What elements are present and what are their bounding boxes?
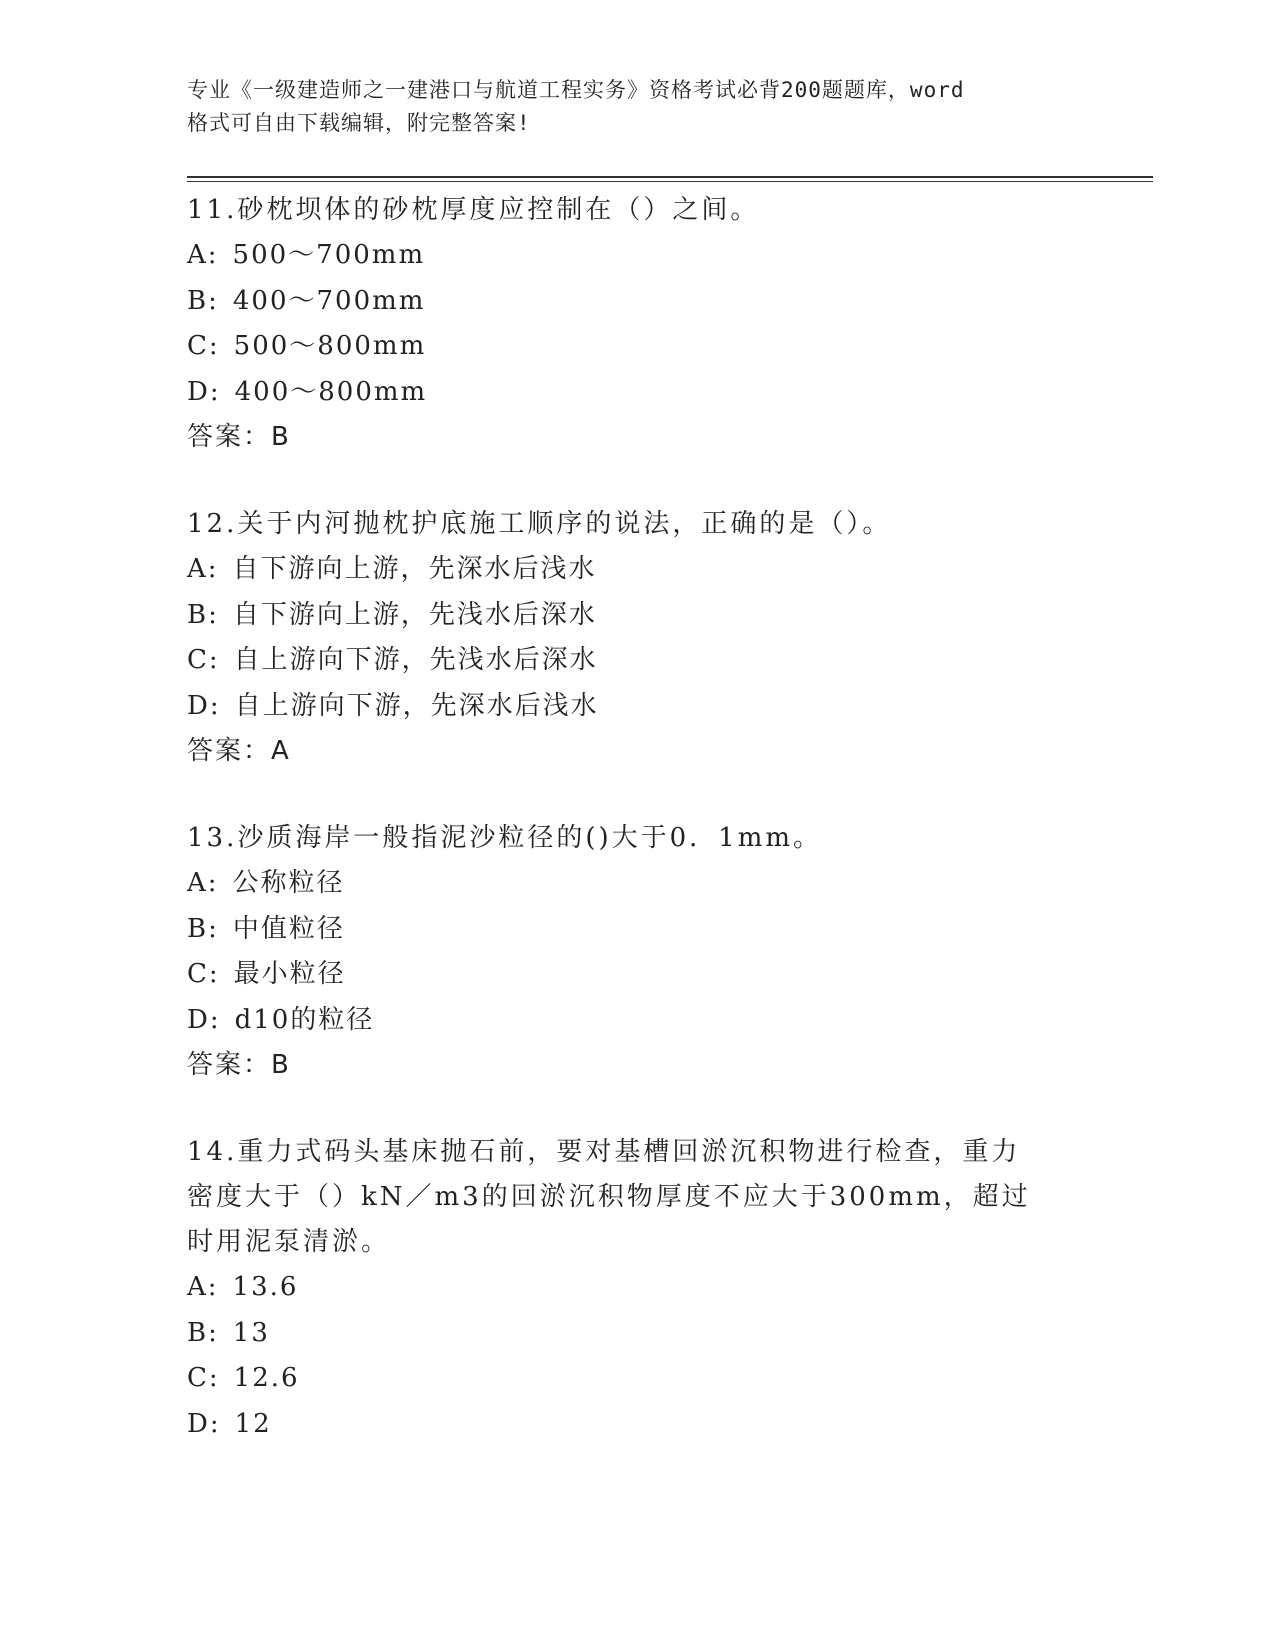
question-text: 14.重力式码头基床抛石前，要对基槽回淤沉积物进行检查，重力密度大于（）kN／m3的回淤沉积物厚度不应大于300mm，超过时用泥泵清淤。 <box>187 1137 1031 1257</box>
option-c <box>187 1356 1087 1402</box>
option-a <box>187 547 1087 593</box>
option-text: 12 <box>234 1408 272 1439</box>
option-text: 自下游向上游，先深水后浅水 <box>232 554 597 584</box>
option-letter: D: <box>187 376 221 407</box>
option-letter: C: <box>187 959 220 989</box>
option-letter: B: <box>187 285 219 316</box>
option-text: 13 <box>232 1317 270 1348</box>
option-c <box>187 952 1087 998</box>
option-c <box>187 324 1087 370</box>
option-text: 最小粒径 <box>233 959 346 989</box>
option-text: 中值粒径 <box>232 913 345 944</box>
header-divider-thin <box>187 181 1153 182</box>
question-list <box>187 188 1087 1489</box>
answer-line: 答案：A <box>187 736 291 766</box>
option-text: 自上游向下游，先深水后浅水 <box>234 690 599 721</box>
option-text: d10的粒径 <box>234 1004 375 1035</box>
question-text: 11.砂枕坝体的砂枕厚度应控制在（）之间。 <box>187 195 760 225</box>
question-13 <box>187 816 1087 1088</box>
option-b <box>187 593 1087 639</box>
option-letter: B: <box>187 913 219 944</box>
option-d <box>187 370 1087 416</box>
option-letter: A: <box>187 868 219 898</box>
option-b <box>187 279 1087 325</box>
option-letter: D: <box>187 1408 221 1439</box>
header-divider <box>187 176 1153 178</box>
answer-line: 答案：B <box>187 422 291 452</box>
option-letter: C: <box>187 645 220 675</box>
option-letter: A: <box>187 554 219 584</box>
option-b <box>187 1311 1087 1357</box>
option-letter: B: <box>187 1317 219 1348</box>
option-text: 公称粒径 <box>232 868 345 898</box>
option-text: 12.6 <box>233 1363 300 1393</box>
option-d <box>187 998 1087 1044</box>
option-letter: D: <box>187 690 221 721</box>
option-text: 500～800mm <box>233 331 427 361</box>
option-a <box>187 861 1087 907</box>
option-text: 13.6 <box>232 1272 299 1302</box>
option-text: 400～800mm <box>234 376 428 407</box>
question-11 <box>187 188 1087 460</box>
question-12 <box>187 502 1087 774</box>
option-letter: B: <box>187 599 219 630</box>
option-letter: A: <box>187 1272 219 1302</box>
option-text: 自上游向下游，先浅水后深水 <box>233 645 598 675</box>
option-text: 500～700mm <box>232 240 426 270</box>
option-c <box>187 638 1087 684</box>
option-letter: C: <box>187 1363 220 1393</box>
document-header <box>187 74 1087 140</box>
option-text: 自下游向上游，先浅水后深水 <box>232 599 597 630</box>
header-line-1: 专业《一级建造师之一建港口与航道工程实务》资格考试必背200题题库，word <box>187 78 965 102</box>
option-text: 400～700mm <box>232 285 426 316</box>
question-14 <box>187 1130 1087 1447</box>
option-a <box>187 233 1087 279</box>
option-d <box>187 1402 1087 1448</box>
option-a <box>187 1265 1087 1311</box>
option-letter: A: <box>187 240 219 270</box>
option-letter: D: <box>187 1004 221 1035</box>
option-letter: C: <box>187 331 220 361</box>
answer-line: 答案：B <box>187 1050 291 1080</box>
question-text: 13.沙质海岸一般指泥沙粒径的()大于0．1mm。 <box>187 823 823 853</box>
header-line-2: 格式可自由下载编辑，附完整答案! <box>187 111 531 135</box>
option-d <box>187 684 1087 730</box>
option-b <box>187 907 1087 953</box>
question-text: 12.关于内河抛枕护底施工顺序的说法，正确的是（）。 <box>187 509 892 539</box>
